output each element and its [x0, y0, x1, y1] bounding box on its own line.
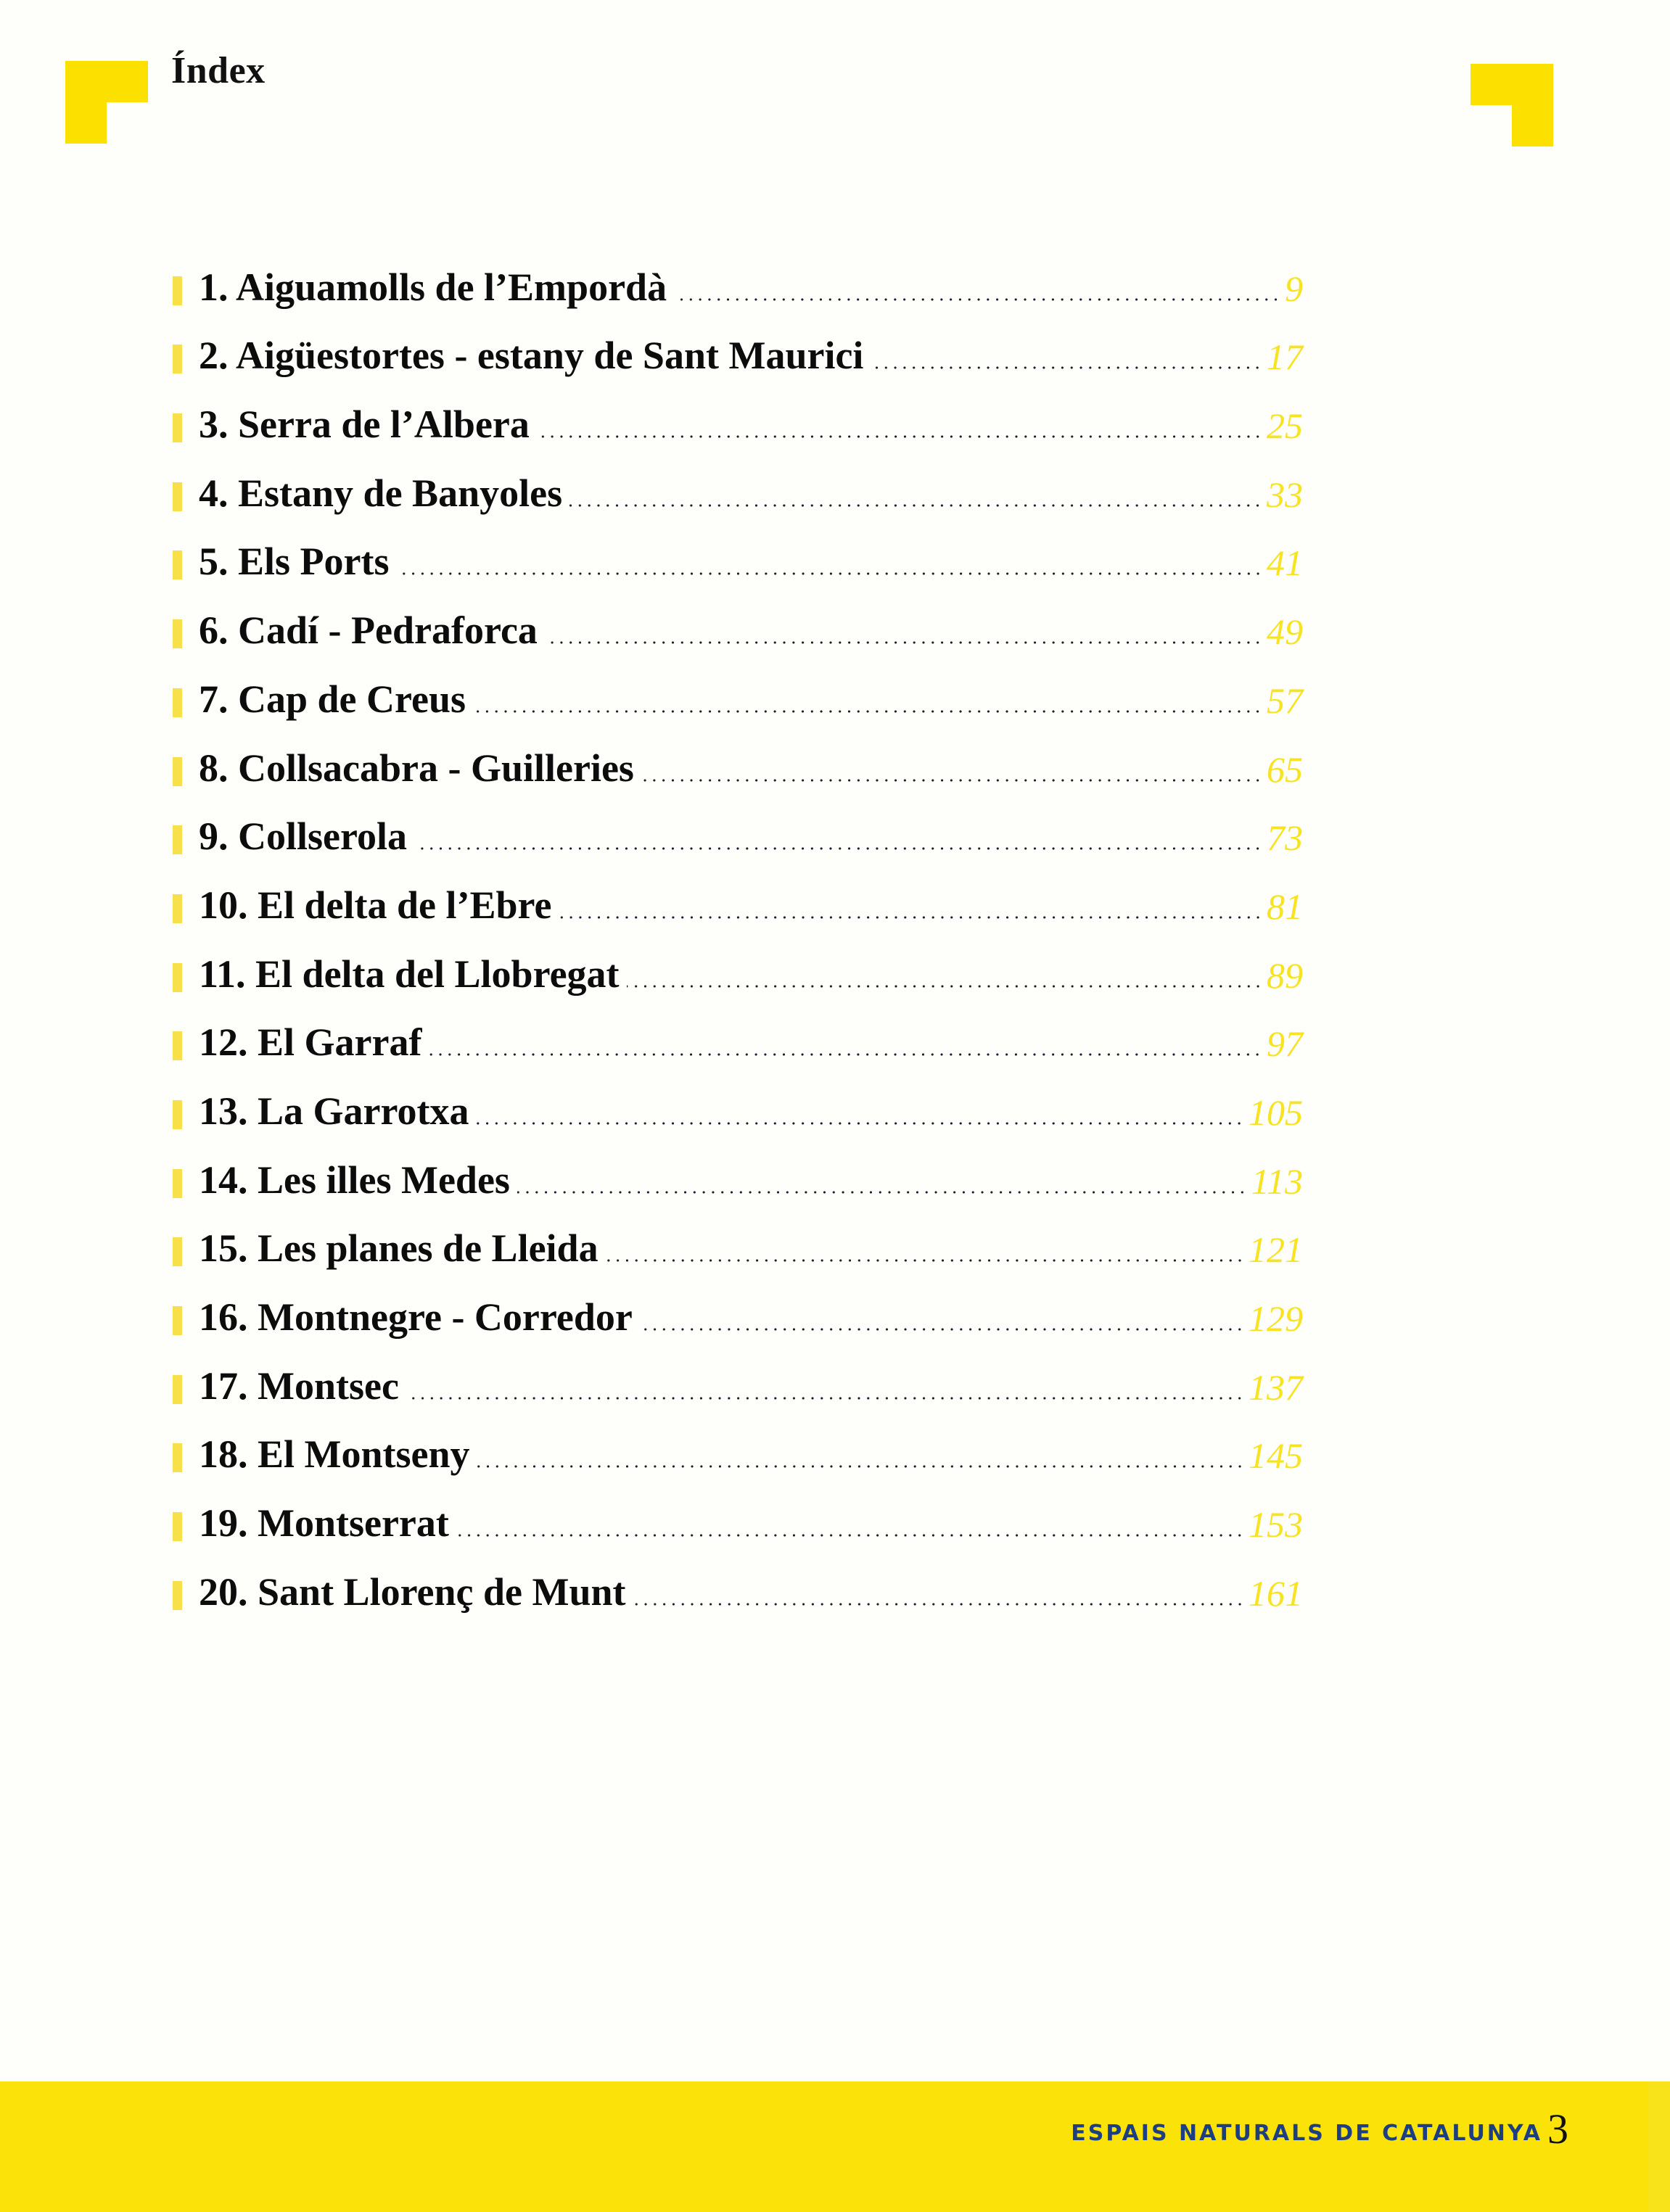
toc-entry[interactable] — [171, 792, 1303, 861]
bullet-marker-icon — [173, 1375, 182, 1404]
bullet-marker-icon — [173, 276, 182, 305]
bullet-marker-icon — [173, 688, 182, 717]
page-number: 3 — [1547, 2105, 1568, 2153]
toc-entry-page: 41 — [1267, 542, 1303, 584]
dot-leader — [477, 1465, 1244, 1468]
dot-leader — [674, 298, 1280, 301]
dot-leader — [871, 366, 1262, 369]
toc-entry-title: 3. Serra de l’Albera — [199, 403, 530, 447]
table-of-contents — [171, 242, 1303, 1616]
toc-entry[interactable] — [171, 929, 1303, 998]
bullet-marker-icon — [173, 1237, 182, 1266]
dot-leader — [641, 779, 1262, 782]
publication-title: ESPAIS NATURALS DE CATALUNYA — [1071, 2121, 1542, 2146]
toc-entry[interactable] — [171, 242, 1303, 311]
bullet-marker-icon — [173, 825, 182, 854]
toc-entry[interactable] — [171, 1066, 1303, 1135]
bullet-marker-icon — [173, 482, 182, 511]
dot-leader — [569, 504, 1262, 507]
toc-entry-page: 121 — [1249, 1229, 1303, 1271]
toc-entry-title: 12. El Garraf — [199, 1020, 422, 1065]
toc-entry-page: 9 — [1285, 268, 1303, 309]
toc-entry-page: 161 — [1249, 1572, 1303, 1614]
footer-band — [0, 2081, 1670, 2212]
toc-entry[interactable] — [171, 1547, 1303, 1616]
dot-leader — [517, 1191, 1247, 1194]
toc-entry[interactable] — [171, 860, 1303, 929]
toc-entry[interactable] — [171, 1204, 1303, 1273]
toc-entry-title: 4. Estany de Banyoles — [199, 471, 563, 515]
toc-entry[interactable] — [171, 1341, 1303, 1410]
toc-entry-page: 73 — [1267, 817, 1303, 859]
toc-entry-title: 6. Cadí - Pedraforca — [199, 608, 538, 653]
toc-entry-page: 17 — [1267, 337, 1303, 378]
toc-entry[interactable] — [171, 1478, 1303, 1547]
dot-leader — [627, 985, 1262, 988]
dot-leader — [476, 1122, 1244, 1125]
toc-entry[interactable] — [171, 1135, 1303, 1204]
bullet-marker-icon — [173, 1443, 182, 1472]
toc-entry-title: 14. Les illes Medes — [199, 1157, 510, 1202]
toc-entry-title: 7. Cap de Creus — [199, 677, 466, 721]
toc-entry-title: 20. Sant Llorenç de Munt — [199, 1569, 626, 1614]
bullet-marker-icon — [173, 619, 182, 648]
bullet-marker-icon — [173, 963, 182, 992]
dot-leader — [545, 641, 1262, 644]
corner-mark-top-right — [1470, 64, 1553, 146]
toc-entry-title: 5. Els Ports — [199, 540, 390, 584]
dot-leader — [429, 1053, 1262, 1056]
toc-entry-title: 19. Montserrat — [199, 1501, 449, 1545]
toc-entry-title: 10. El delta de l’Ebre — [199, 883, 552, 927]
bullet-marker-icon — [173, 1031, 182, 1060]
toc-entry[interactable] — [171, 1272, 1303, 1341]
toc-entry-title: 11. El delta del Llobregat — [199, 952, 620, 996]
toc-entry-page: 145 — [1249, 1435, 1303, 1477]
bullet-marker-icon — [173, 1100, 182, 1129]
toc-entry-page: 25 — [1267, 405, 1303, 447]
toc-entry-title: 18. El Montseny — [199, 1432, 470, 1477]
bullet-marker-icon — [173, 413, 182, 442]
corner-mark-top-left — [65, 61, 148, 144]
toc-entry-page: 137 — [1249, 1366, 1303, 1408]
toc-entry-title: 8. Collsacabra - Guilleries — [199, 746, 634, 790]
page-title: Índex — [171, 50, 266, 91]
toc-entry-title: 17. Montsec — [199, 1363, 399, 1408]
bullet-marker-icon — [173, 1512, 182, 1541]
toc-entry[interactable] — [171, 517, 1303, 586]
toc-entry[interactable] — [171, 654, 1303, 723]
corner-bracket-icon — [1470, 64, 1553, 146]
toc-entry[interactable] — [171, 448, 1303, 517]
dot-leader — [414, 847, 1262, 850]
toc-entry-title: 15. Les planes de Lleida — [199, 1226, 599, 1271]
dot-leader — [397, 572, 1263, 575]
bullet-marker-icon — [173, 550, 182, 579]
dot-leader — [640, 1328, 1244, 1331]
toc-entry-page: 57 — [1267, 680, 1303, 721]
toc-entry[interactable] — [171, 723, 1303, 792]
bullet-marker-icon — [173, 894, 182, 923]
toc-entry[interactable] — [171, 379, 1303, 448]
dot-leader — [456, 1534, 1244, 1537]
bullet-marker-icon — [173, 1169, 182, 1198]
toc-entry-page: 65 — [1267, 748, 1303, 790]
bullet-marker-icon — [173, 757, 182, 786]
dot-leader — [559, 916, 1262, 919]
toc-entry-page: 81 — [1267, 886, 1303, 927]
toc-entry[interactable] — [171, 585, 1303, 654]
toc-entry-page: 105 — [1249, 1091, 1303, 1133]
toc-entry-page: 49 — [1267, 611, 1303, 653]
toc-entry-title: 2. Aigüestortes - estany de Sant Maurici — [199, 334, 864, 378]
bullet-marker-icon — [173, 1306, 182, 1335]
toc-entry-page: 153 — [1249, 1504, 1303, 1545]
toc-entry-title: 9. Collserola — [199, 814, 407, 859]
toc-entry-page: 97 — [1267, 1023, 1303, 1065]
toc-entry-title: 16. Montnegre - Corredor — [199, 1295, 633, 1339]
dot-leader — [537, 435, 1262, 438]
toc-entry-title: 1. Aiguamolls de l’Empordà — [199, 265, 667, 309]
dot-leader — [406, 1397, 1244, 1400]
toc-entry[interactable] — [171, 311, 1303, 380]
toc-entry-page: 129 — [1249, 1298, 1303, 1339]
corner-bracket-icon — [65, 61, 148, 144]
dot-leader — [606, 1259, 1244, 1262]
dot-leader — [473, 710, 1262, 713]
toc-entry[interactable] — [171, 998, 1303, 1067]
bullet-marker-icon — [173, 1581, 182, 1610]
dot-leader — [633, 1603, 1244, 1606]
toc-entry-page: 33 — [1267, 474, 1303, 515]
toc-entry-title: 13. La Garrotxa — [199, 1089, 469, 1133]
toc-entry[interactable] — [171, 1410, 1303, 1479]
footer-band-edge — [1648, 2081, 1670, 2212]
bullet-marker-icon — [173, 344, 182, 374]
toc-entry-page: 113 — [1251, 1160, 1303, 1202]
toc-entry-page: 89 — [1267, 954, 1303, 996]
